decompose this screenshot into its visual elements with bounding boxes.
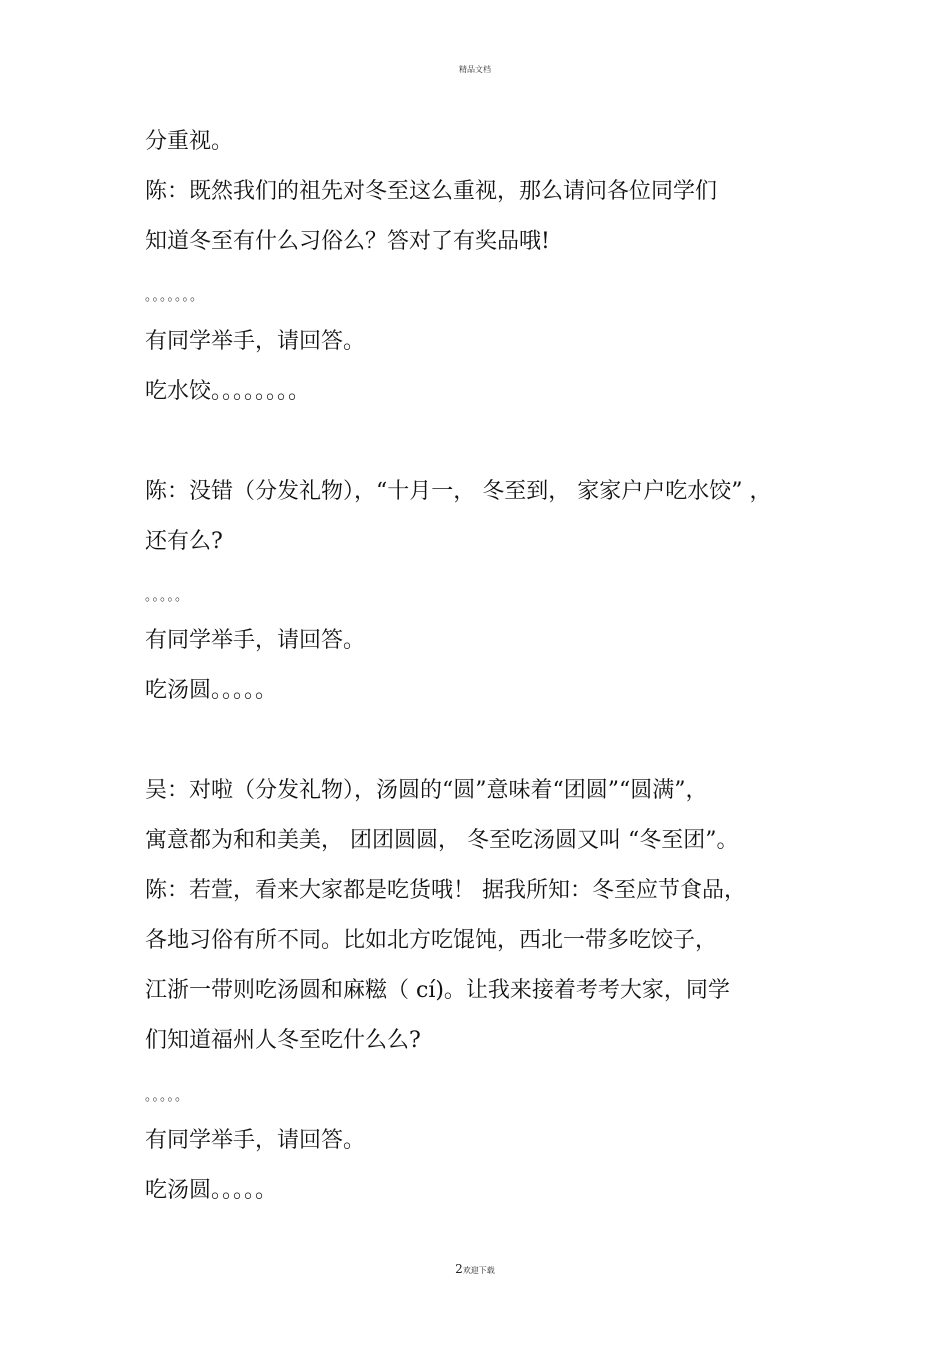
text-line: 吴：对啦（分发礼物），汤圆的“圆”意味着“团圆”“圆满”，	[145, 778, 708, 803]
text-line: 吃汤圆。。。。。	[145, 1178, 278, 1203]
text-line: 有同学举手，请回答。	[145, 1128, 366, 1153]
footer-text: 欢迎下载	[462, 1266, 495, 1275]
ellipsis-dots: 。。。。。	[145, 1089, 190, 1104]
text-line: 知道冬至有什么习俗么？答对了有奖品哦!	[145, 229, 550, 254]
text-line: 有同学举手，请回答。	[145, 329, 366, 354]
text-line: 吃汤圆。。。。。	[145, 678, 278, 703]
text-line: 吃水饺。。。。。。。。	[145, 379, 311, 404]
text-line: 们知道福州人冬至吃什么么?	[145, 1028, 421, 1053]
text-line: 陈：既然我们的祖先对冬至这么重视，那么请问各位同学们	[145, 179, 718, 204]
text-line: 各地习俗有所不同。比如北方吃馄饨，西北一带多吃饺子，	[145, 928, 718, 953]
page-number: 2	[455, 1262, 463, 1276]
text-line: 还有么?	[145, 529, 223, 554]
text-line: 江浙一带则吃汤圆和麻糍（ cí)。让我来接着考考大家，同学	[145, 978, 730, 1003]
text-line: 分重视。	[145, 129, 234, 154]
text-line: 陈：若萱，看来大家都是吃货哦！ 据我所知：冬至应节食品，	[145, 878, 746, 903]
text-line: 有同学举手，请回答。	[145, 628, 366, 653]
text-line: 寓意都为和和美美， 团团圆圆， 冬至吃汤圆又叫 “冬至团”。	[145, 828, 739, 853]
ellipsis-dots: 。。。。。	[145, 589, 190, 604]
page-footer	[0, 1262, 950, 1276]
ellipsis-dots: 。。。。。。。	[145, 289, 205, 304]
text-line: 陈：没错（分发礼物），“十月一， 冬至到， 家家户户吃水饺” ，	[145, 479, 772, 504]
page-header: 精品文档	[459, 65, 491, 74]
